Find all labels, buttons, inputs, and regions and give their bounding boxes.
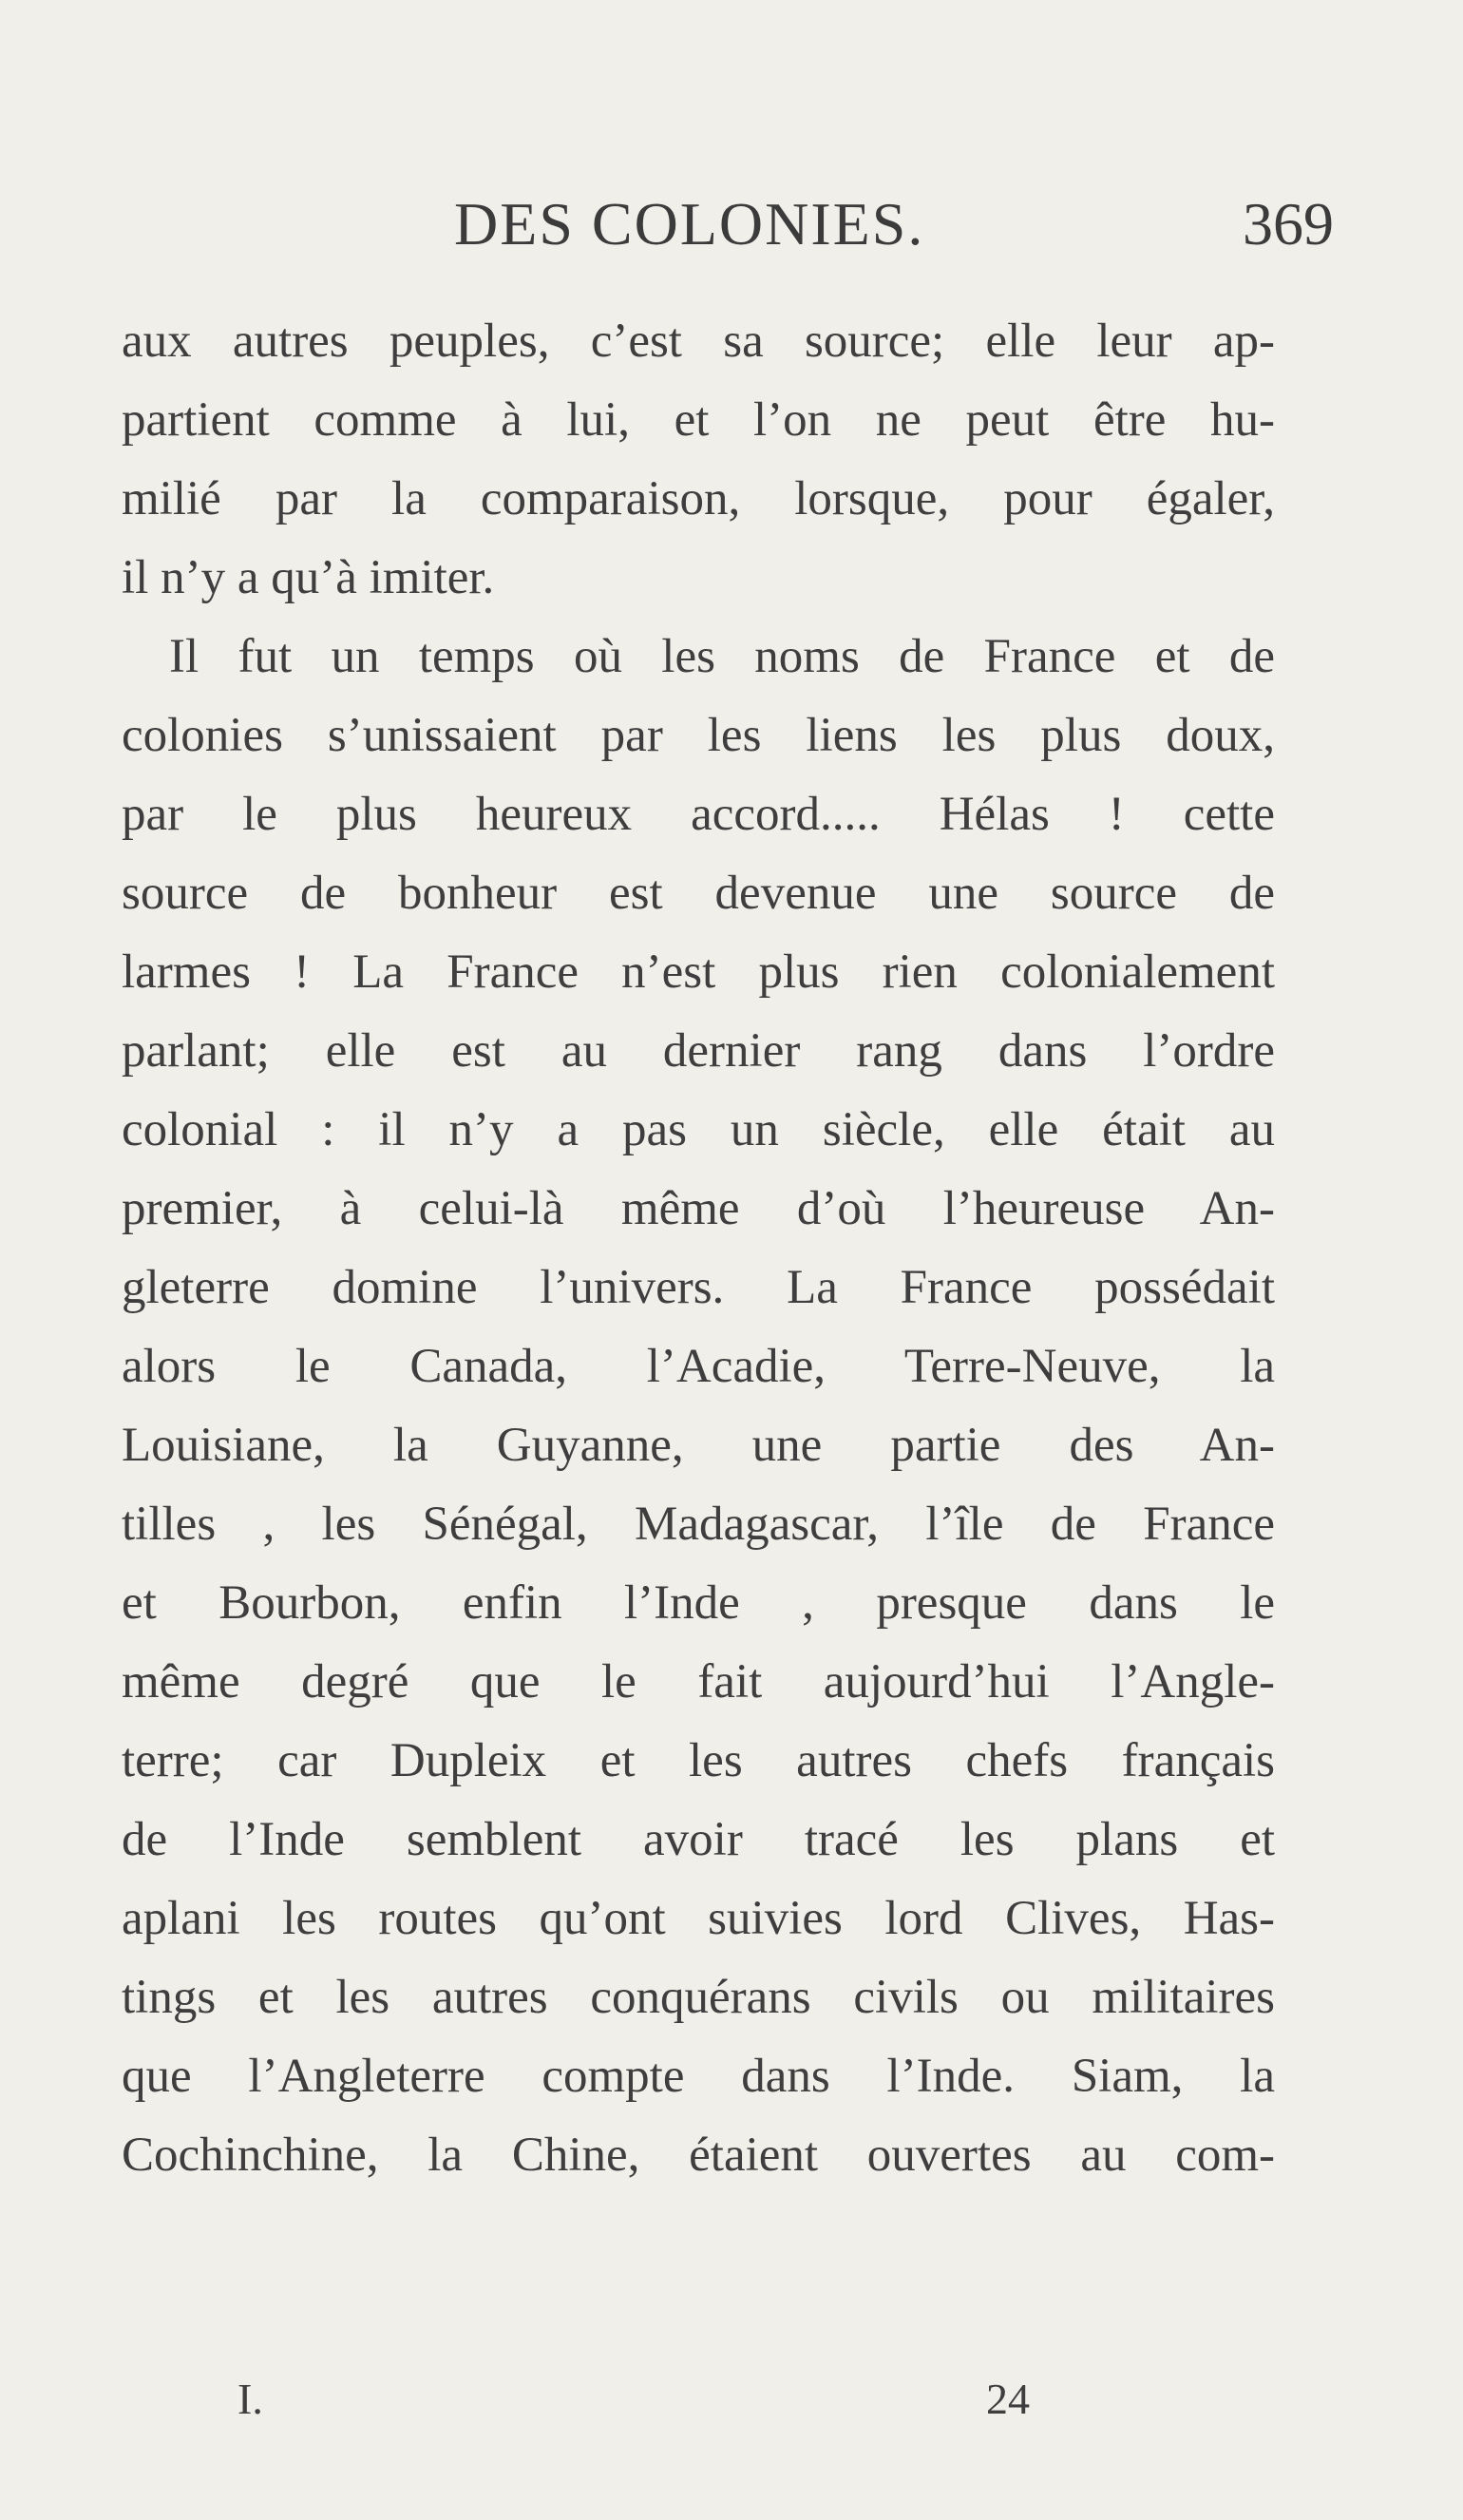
text-line: alors le Canada, l’Acadie, Terre-Neuve, la [122, 1340, 1275, 1393]
page-footer [0, 2366, 1463, 2433]
text-line: et Bourbon, enfin l’Inde , presque dans le [122, 1576, 1275, 1630]
text-line: premier, à celui-là même d’où l’heureuse An- [122, 1182, 1275, 1235]
text-line: partient comme à lui, et l’on ne peut être hu- [122, 393, 1275, 447]
text-line: colonial : il n’y a pas un siècle, elle était au [122, 1103, 1275, 1156]
text-line: source de bonheur est devenue une source de [122, 867, 1275, 920]
text-line: de l’Inde semblent avoir tracé les plans et [122, 1813, 1275, 1866]
text-line: que l’Angleterre compte dans l’Inde. Siam, la [122, 2050, 1275, 2103]
text-line: parlant; elle est au dernier rang dans l’ordre [122, 1024, 1275, 1078]
page-header [0, 186, 1463, 262]
text-line: larmes ! La France n’est plus rien colonialement [122, 945, 1275, 999]
text-line: Il fut un temps où les noms de France et de [169, 630, 1275, 683]
signature-mark: I. [238, 2375, 263, 2423]
text-line: tings et les autres conquérans civils ou militaires [122, 1971, 1275, 2024]
text-line: par le plus heureux accord..... Hélas ! cette [122, 788, 1275, 841]
sheet-number: 24 [986, 2375, 1030, 2423]
text-line: colonies s’unissaient par les liens les plus doux, [122, 709, 1275, 762]
text-line: il n’y a qu’à imiter. [122, 551, 495, 604]
text-line: Cochinchine, la Chine, étaient ouvertes au com- [122, 2129, 1275, 2182]
body-text [122, 302, 1275, 2195]
text-line: milié par la comparaison, lorsque, pour égaler, [122, 472, 1275, 525]
page-number: 369 [1243, 190, 1334, 258]
text-line: Louisiane, la Guyanne, une partie des An- [122, 1419, 1275, 1472]
text-line: aplani les routes qu’ont suivies lord Clives, Has- [122, 1892, 1275, 1945]
running-title: DES COLONIES. [454, 190, 925, 258]
text-line: gleterre domine l’univers. La France possédait [122, 1261, 1275, 1314]
text-line: terre; car Dupleix et les autres chefs français [122, 1734, 1275, 1787]
text-line: même degré que le fait aujourd’hui l’Angle- [122, 1655, 1275, 1709]
text-line: tilles , les Sénégal, Madagascar, l’île de France [122, 1498, 1275, 1551]
text-line: aux autres peuples, c’est sa source; elle leur ap- [122, 315, 1275, 368]
